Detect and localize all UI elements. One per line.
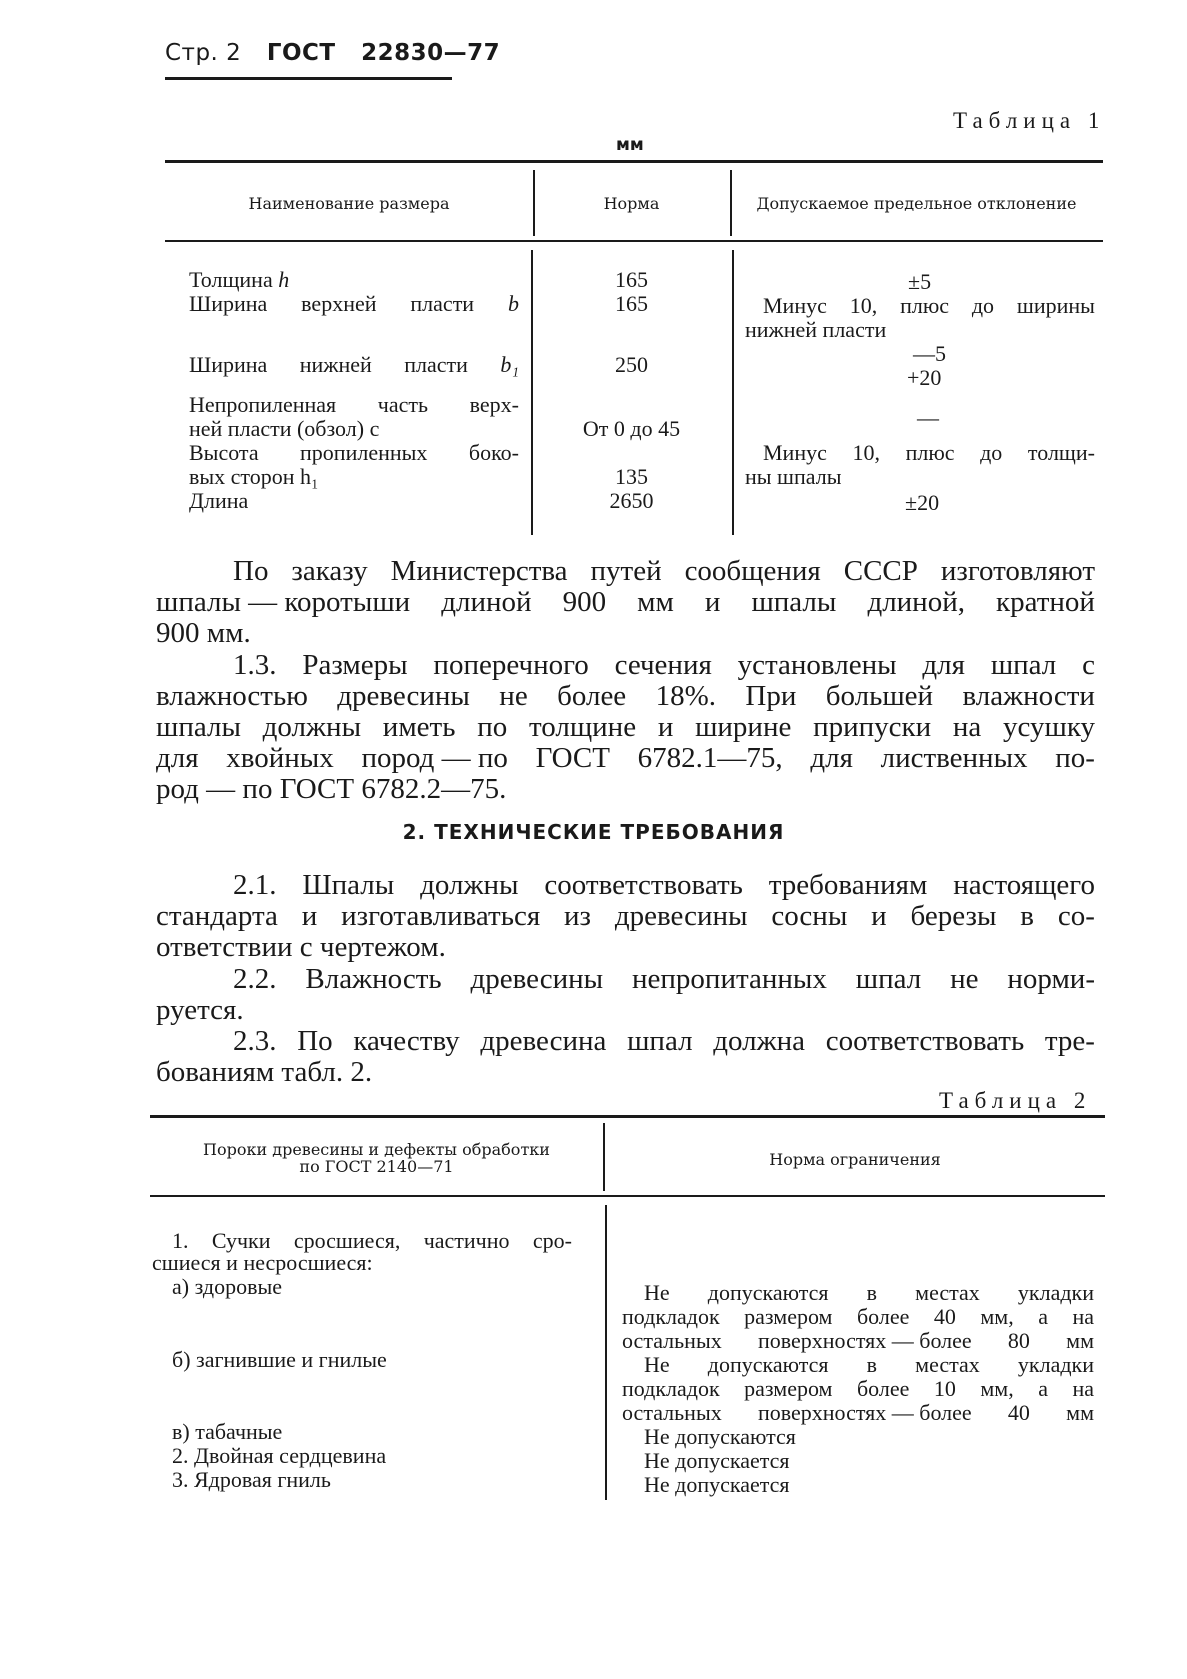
table1-norm-bottom-width: 250 xyxy=(615,352,648,377)
cell-word: подкладок xyxy=(622,1376,720,1401)
word: лиственных xyxy=(880,742,1028,774)
cell-symbol: b₁ xyxy=(500,352,519,377)
word: для xyxy=(156,742,199,774)
table1-unit: мм xyxy=(616,135,644,155)
table1-norm-length: 2650 xyxy=(609,488,654,513)
table1-header-rule xyxy=(165,240,1103,242)
word: сечения xyxy=(614,649,712,681)
cell-word: укладки xyxy=(1017,1280,1094,1305)
word: для xyxy=(810,742,853,774)
word: иметь xyxy=(382,711,456,743)
standard-label: ГОСТ xyxy=(266,40,336,66)
cell-word: местах xyxy=(915,1352,980,1377)
word: древесина xyxy=(480,1025,607,1057)
cell-word: допускаются xyxy=(707,1352,829,1377)
word: толщине xyxy=(528,711,637,743)
table2-row-knots-line2: сшиеся и несросшиеся: xyxy=(152,1250,373,1275)
table1-dev-bottom-width-minus: —5 xyxy=(913,341,946,366)
cell-word: допускаются xyxy=(707,1280,829,1305)
text-line xyxy=(180,964,1095,995)
cell-word: Не xyxy=(644,1352,670,1377)
cell-word: Ширина xyxy=(189,352,268,377)
text-line xyxy=(156,681,1095,712)
cell-word: мм, xyxy=(980,1304,1014,1329)
table2-top-rule xyxy=(150,1115,1105,1118)
text-line xyxy=(156,712,1095,743)
word: При xyxy=(745,680,797,712)
word: большей xyxy=(825,680,934,712)
table2-row-heart-rot: 3. Ядровая гниль xyxy=(172,1467,331,1492)
text-line xyxy=(156,587,1095,618)
cell-word: частично xyxy=(423,1228,510,1253)
text-line xyxy=(156,901,1095,932)
cell-word: а xyxy=(1038,1304,1048,1329)
cell-word: остальных xyxy=(622,1328,722,1353)
word: шпалы — коротыши xyxy=(156,586,411,618)
text-line: ответствии с чертежом. xyxy=(156,931,446,963)
text-line: руется. xyxy=(156,994,244,1026)
word: шпал xyxy=(855,963,922,995)
table1-dev-unsawn: — xyxy=(917,405,939,430)
word: сообщения xyxy=(684,555,821,587)
word: 18%. xyxy=(655,680,716,712)
word: мм xyxy=(637,586,674,618)
paragraph-2-3 xyxy=(156,1025,1095,1088)
word: 6782.1—75, xyxy=(637,742,783,774)
text-line xyxy=(180,556,1095,587)
cell-word: верхней xyxy=(301,291,377,316)
table1-header-deviation: Допускаемое предельное отклонение xyxy=(756,194,1077,213)
table1 xyxy=(165,160,1103,540)
table1-norm-thickness: 165 xyxy=(615,267,648,292)
word: поперечного xyxy=(433,649,589,681)
table1-norm-top-width: 165 xyxy=(615,291,648,316)
cell-word: а xyxy=(1038,1376,1048,1401)
paragraph-2-2 xyxy=(156,963,1095,1026)
word: ГОСТ xyxy=(535,742,610,774)
cell-word: сро- xyxy=(532,1228,572,1253)
cell-word: Сучки xyxy=(211,1228,271,1253)
word: заказу xyxy=(291,555,368,587)
word: требованиям xyxy=(768,869,928,901)
word: со- xyxy=(1057,900,1095,932)
paragraph-mps-order xyxy=(156,555,1095,649)
cell-word: на xyxy=(1072,1376,1094,1401)
cell-word: более xyxy=(856,1304,910,1329)
word: 1.3. xyxy=(233,649,277,681)
word: более xyxy=(557,680,627,712)
table2 xyxy=(150,1115,1105,1505)
word: в xyxy=(1020,900,1034,932)
cell-word: 80 xyxy=(1007,1328,1030,1353)
table2-limit-rotten-line1 xyxy=(644,1353,1094,1377)
cell-word: часть xyxy=(377,392,429,417)
cell-word: Непропиленная xyxy=(189,392,337,417)
cell-symbol: b xyxy=(507,291,519,316)
word: древесины xyxy=(337,680,470,712)
word: СССР xyxy=(843,555,918,587)
word: для xyxy=(922,649,965,681)
table1-norm-side-height: 135 xyxy=(615,464,648,489)
table2-limit-tobacco: Не допускаются xyxy=(644,1424,796,1449)
word: не xyxy=(499,680,528,712)
word: влажности xyxy=(962,680,1095,712)
table2-row-tobacco-knots: в) табачные xyxy=(172,1419,283,1444)
cell-word: 10, xyxy=(852,440,880,465)
word: длиной xyxy=(441,586,532,618)
word: по xyxy=(477,711,508,743)
table2-header-rule xyxy=(150,1195,1105,1197)
table1-header-size-name: Наименование размера xyxy=(248,194,450,213)
paragraph-1-3 xyxy=(156,649,1095,805)
table1-divider-2-body xyxy=(732,250,734,535)
word: 2.1. xyxy=(233,869,277,901)
text-line xyxy=(180,650,1095,681)
word: тре- xyxy=(1044,1025,1095,1057)
word: и xyxy=(657,711,674,743)
word: по- xyxy=(1055,742,1095,774)
cell-word: укладки xyxy=(1017,1352,1094,1377)
word: Министерства xyxy=(390,555,568,587)
cell-word: в xyxy=(866,1280,878,1305)
table2-limit-sound-line3 xyxy=(622,1329,1094,1353)
word: пород — по xyxy=(361,742,508,774)
word: древесины xyxy=(470,963,604,995)
word: сосны xyxy=(771,900,848,932)
header-line: по ГОСТ 2140—71 xyxy=(299,1157,454,1176)
word: 900 xyxy=(562,586,607,618)
cell-word: поверхностях — более xyxy=(757,1328,972,1353)
word: усушку xyxy=(1003,711,1095,743)
word: должна xyxy=(713,1025,806,1057)
text-line xyxy=(156,743,1095,774)
cell-word: до xyxy=(971,293,995,318)
word: шпалы xyxy=(156,711,241,743)
cell-word: подкладок xyxy=(622,1304,720,1329)
word: влажностью xyxy=(156,680,308,712)
table1-top-rule xyxy=(165,160,1103,163)
cell-word: плюс xyxy=(905,440,955,465)
table1-norm-unsawn: От 0 до 45 xyxy=(582,416,681,441)
table2-limit-double-pith: Не допускается xyxy=(644,1448,790,1473)
table2-row-rotten-knots: б) загнившие и гнилые xyxy=(172,1347,387,1372)
word: на xyxy=(952,711,982,743)
cell-word: 40 xyxy=(933,1304,956,1329)
word: изготовляют xyxy=(940,555,1095,587)
table2-limit-sound-line2 xyxy=(622,1305,1094,1329)
word: не xyxy=(950,963,979,995)
word: 2.2. xyxy=(233,963,277,995)
cell-word: размером xyxy=(744,1376,833,1401)
table2-limit-rotten-line2 xyxy=(622,1377,1094,1401)
word: березы xyxy=(910,900,997,932)
table2-row-sound-knots: а) здоровые xyxy=(172,1274,283,1299)
cell-word: мм xyxy=(1066,1328,1094,1353)
table1-row-length: Длина xyxy=(189,488,249,513)
cell-word: поверхностях — более xyxy=(757,1400,972,1425)
cell-word: в xyxy=(866,1352,878,1377)
cell-word: остальных xyxy=(622,1400,722,1425)
word: припуски xyxy=(813,711,932,743)
text-line: бованиям табл. 2. xyxy=(156,1056,373,1088)
word: и xyxy=(871,900,887,932)
cell-word: нижней xyxy=(299,352,372,377)
word: должны xyxy=(262,711,362,743)
table1-dev-thickness: ±5 xyxy=(908,269,932,294)
cell-word: мм, xyxy=(980,1376,1014,1401)
cell-word: мм xyxy=(1066,1400,1094,1425)
word: и xyxy=(301,900,318,932)
page-header xyxy=(165,40,500,66)
cell-word: сросшиеся, xyxy=(293,1228,401,1253)
word: Влажность xyxy=(305,963,442,995)
cell-word: пласти xyxy=(404,352,468,377)
text-line xyxy=(180,870,1095,901)
word: соответствовать xyxy=(825,1025,1025,1057)
cell-word: 10, xyxy=(849,293,878,318)
table2-limit-heart-rot: Не допускается xyxy=(644,1472,790,1497)
table2-limit-rotten-line3 xyxy=(622,1401,1094,1425)
table1-row-top-width xyxy=(189,292,519,316)
word: и xyxy=(704,586,721,618)
cell-word: боко- xyxy=(468,440,519,465)
cell-word: до xyxy=(980,440,1003,465)
word: По xyxy=(233,555,269,587)
table1-dev-bottom-width-plus: +20 xyxy=(907,365,942,390)
table1-dev-top-width-line1 xyxy=(763,294,1095,318)
table2-header-limits: Норма ограничения xyxy=(769,1150,941,1169)
table1-dev-length: ±20 xyxy=(905,490,940,515)
cell-word: на xyxy=(1072,1304,1094,1329)
word: Шпалы xyxy=(302,869,395,901)
word: шпалы xyxy=(751,586,837,618)
table1-row-side-height-line1 xyxy=(189,441,519,465)
word: настоящего xyxy=(953,869,1095,901)
word: соответствовать xyxy=(544,869,743,901)
word: стандарта xyxy=(156,900,278,932)
standard-number: 22830—77 xyxy=(361,40,501,66)
page-number: Стр. 2 xyxy=(165,40,242,66)
table1-header-norm: Норма xyxy=(603,194,660,213)
table1-row-unsawn-line1 xyxy=(189,393,519,417)
table1-row-bottom-width xyxy=(189,353,519,377)
cell-word: ширины xyxy=(1016,293,1095,318)
word: непропитанных xyxy=(632,963,827,995)
cell-word: Минус xyxy=(763,293,827,318)
word: кратной xyxy=(996,586,1095,618)
table1-row-side-height-line2: вых сторон h₁ xyxy=(189,464,319,489)
cell-word: местах xyxy=(915,1280,980,1305)
cell-word: верх- xyxy=(469,392,519,417)
header-line: Пороки древесины и дефекты обработки xyxy=(203,1140,550,1159)
header-rule xyxy=(165,77,452,80)
table1-dev-side-height-line2: ны шпалы xyxy=(745,464,842,489)
word: качеству xyxy=(353,1025,460,1057)
table1-dev-top-width-line2: нижней пласти xyxy=(745,317,887,342)
cell-symbol: h xyxy=(278,267,290,292)
word: из xyxy=(564,900,591,932)
table2-limit-sound-line1 xyxy=(644,1281,1094,1305)
cell-word: Ширина xyxy=(189,291,268,316)
word: путей xyxy=(590,555,662,587)
table1-row-unsawn-line2: ней пласти (обзол) c xyxy=(189,416,380,441)
cell-word: размером xyxy=(744,1304,833,1329)
word: с xyxy=(1082,649,1095,681)
text-line xyxy=(180,1026,1095,1057)
word: длиной, xyxy=(867,586,965,618)
text-line: род — по ГОСТ 6782.2—75. xyxy=(156,773,507,805)
cell-word: толщи- xyxy=(1027,440,1095,465)
word: 2.3. xyxy=(233,1025,277,1057)
cell-word: пропиленных xyxy=(300,440,428,465)
text-line: 900 мм. xyxy=(156,617,251,649)
paragraph-2-1 xyxy=(156,869,1095,963)
word: норми- xyxy=(1007,963,1095,995)
word: шпал xyxy=(627,1025,693,1057)
cell-word: 10 xyxy=(933,1376,956,1401)
cell-word: плюс xyxy=(900,293,950,318)
word: По xyxy=(297,1025,333,1057)
table2-caption: Таблица 2 xyxy=(939,1088,1092,1113)
word: изготавливаться xyxy=(341,900,541,932)
word: шпал xyxy=(990,649,1057,681)
word: установлены xyxy=(737,649,897,681)
cell-word: 40 xyxy=(1007,1400,1030,1425)
cell-word: 1. xyxy=(172,1228,189,1253)
word: ширине xyxy=(695,711,792,743)
cell-text: Толщина xyxy=(189,267,273,292)
word: древесины xyxy=(614,900,748,932)
cell-word: пласти xyxy=(410,291,475,316)
table1-caption: Таблица 1 xyxy=(953,108,1106,133)
cell-word: более xyxy=(856,1376,910,1401)
word: хвойных xyxy=(226,742,334,774)
word: должны xyxy=(420,869,519,901)
cell-word: Минус xyxy=(763,440,827,465)
cell-word: Высота xyxy=(189,440,259,465)
table1-dev-side-height-line1 xyxy=(763,441,1095,465)
section-title: 2. ТЕХНИЧЕСКИЕ ТРЕБОВАНИЯ xyxy=(402,820,785,844)
table2-divider-body xyxy=(605,1205,607,1500)
word: Размеры xyxy=(302,649,408,681)
table2-row-double-pith: 2. Двойная сердцевина xyxy=(172,1443,387,1468)
cell-word: Не xyxy=(644,1280,670,1305)
table1-row-thickness xyxy=(189,268,289,292)
table2-header-defects xyxy=(150,1141,603,1175)
